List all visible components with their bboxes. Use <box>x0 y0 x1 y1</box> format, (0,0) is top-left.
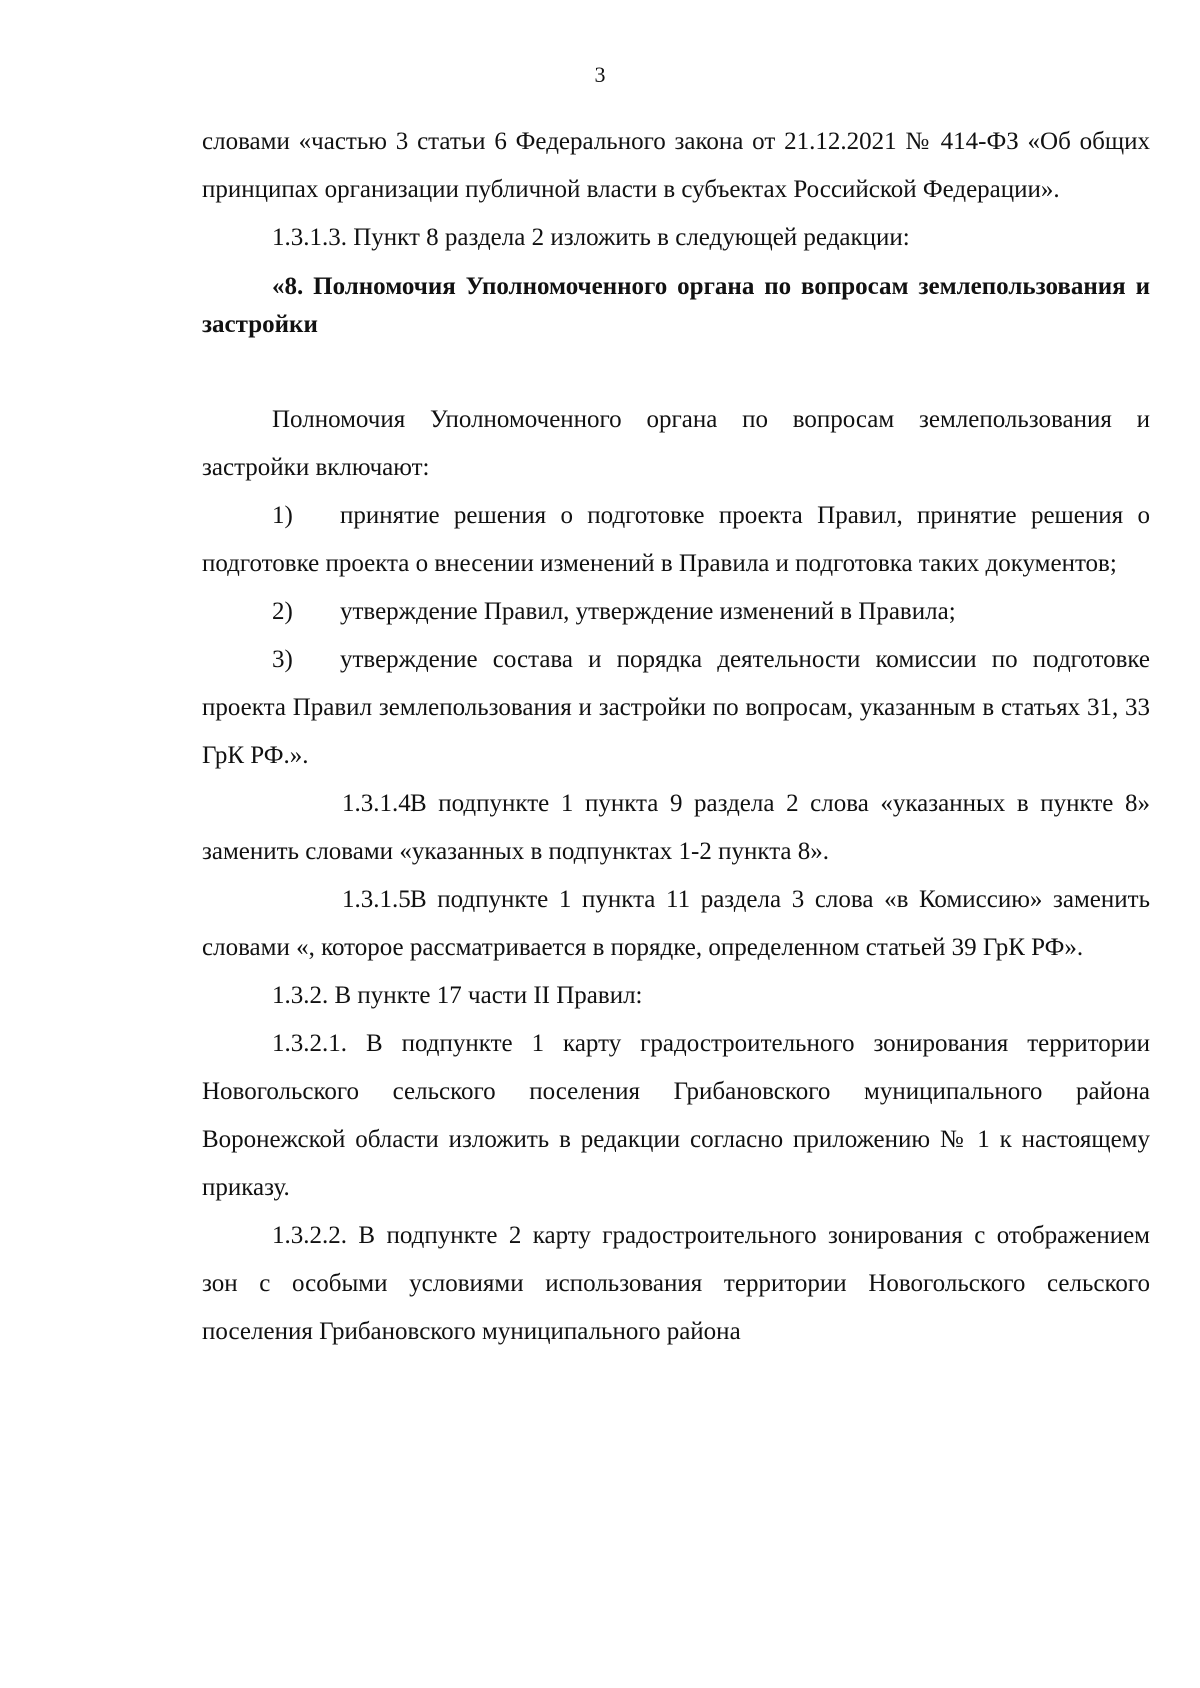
paragraph-powers-intro: Полномочия Уполномоченного органа по вопросам землепользования и застройки включают: <box>202 406 1150 481</box>
list-item-text: принятие решения о подготовке проекта Правил, принятие решения о подготовке проекта о внесении изменений в Правила и подготовка таких документов; <box>202 502 1150 577</box>
section-heading: «8. Полномочия Уполномоченного органа по вопросам землепользования и застройки <box>202 273 1150 338</box>
paragraph-1-3-2: 1.3.2. В пункте 17 части II Правил: <box>272 982 643 1009</box>
paragraph-number: 1.3.1.4. <box>342 790 417 817</box>
paragraph-1-3-1-4 <box>202 780 1150 876</box>
document-body <box>202 118 1150 1356</box>
list-item-text: утверждение Правил, утверждение изменений в Правила; <box>340 598 956 625</box>
list-item-number: 1) <box>272 502 293 529</box>
list-item-text: утверждение состава и порядка деятельности комиссии по подготовке проекта Правил землепользования и застройки по вопросам, указанным в статьях 31, 33 ГрК РФ.». <box>202 646 1150 769</box>
paragraph-text: В подпункте 1 пункта 9 раздела 2 слова «указанных в пункте 8» заменить словами «указанных в подпунктах 1-2 пункта 8». <box>202 790 1150 865</box>
list-item-3 <box>202 636 1150 780</box>
paragraph-1-3-2-2: 1.3.2.2. В подпункте 2 карту градостроительного зонирования с отображением зон с особыми условиями использования территории Новогольского сельского поселения Грибановского муниципального района <box>202 1222 1150 1345</box>
paragraph-1-3-1-3: 1.3.1.3. Пункт 8 раздела 2 изложить в следующей редакции: <box>272 224 910 251</box>
paragraph-1-3-1-5 <box>202 876 1150 972</box>
list-item-number: 2) <box>272 598 293 625</box>
list-item-1 <box>202 492 1150 588</box>
list-item-number: 3) <box>272 646 293 673</box>
paragraph-text: В подпункте 1 пункта 11 раздела 3 слова «в Комиссию» заменить словами «, которое рассматривается в порядке, определенном статьей 39 ГрК РФ». <box>202 886 1150 961</box>
paragraph-1-3-2-1: 1.3.2.1. В подпункте 1 карту градостроительного зонирования территории Новогольского сельского поселения Грибановского муниципального района Воронежской области изложить в редакции согласно приложению № 1 к настоящему приказу. <box>202 1030 1150 1201</box>
paragraph-continuation: словами «частью 3 статьи 6 Федерального закона от 21.12.2021 № 414-ФЗ «Об общих принципах организации публичной власти в субъектах Российской Федерации». <box>202 128 1150 203</box>
list-item-2 <box>202 588 1150 636</box>
page-number: 3 <box>594 62 606 87</box>
paragraph-number: 1.3.1.5. <box>342 886 417 913</box>
